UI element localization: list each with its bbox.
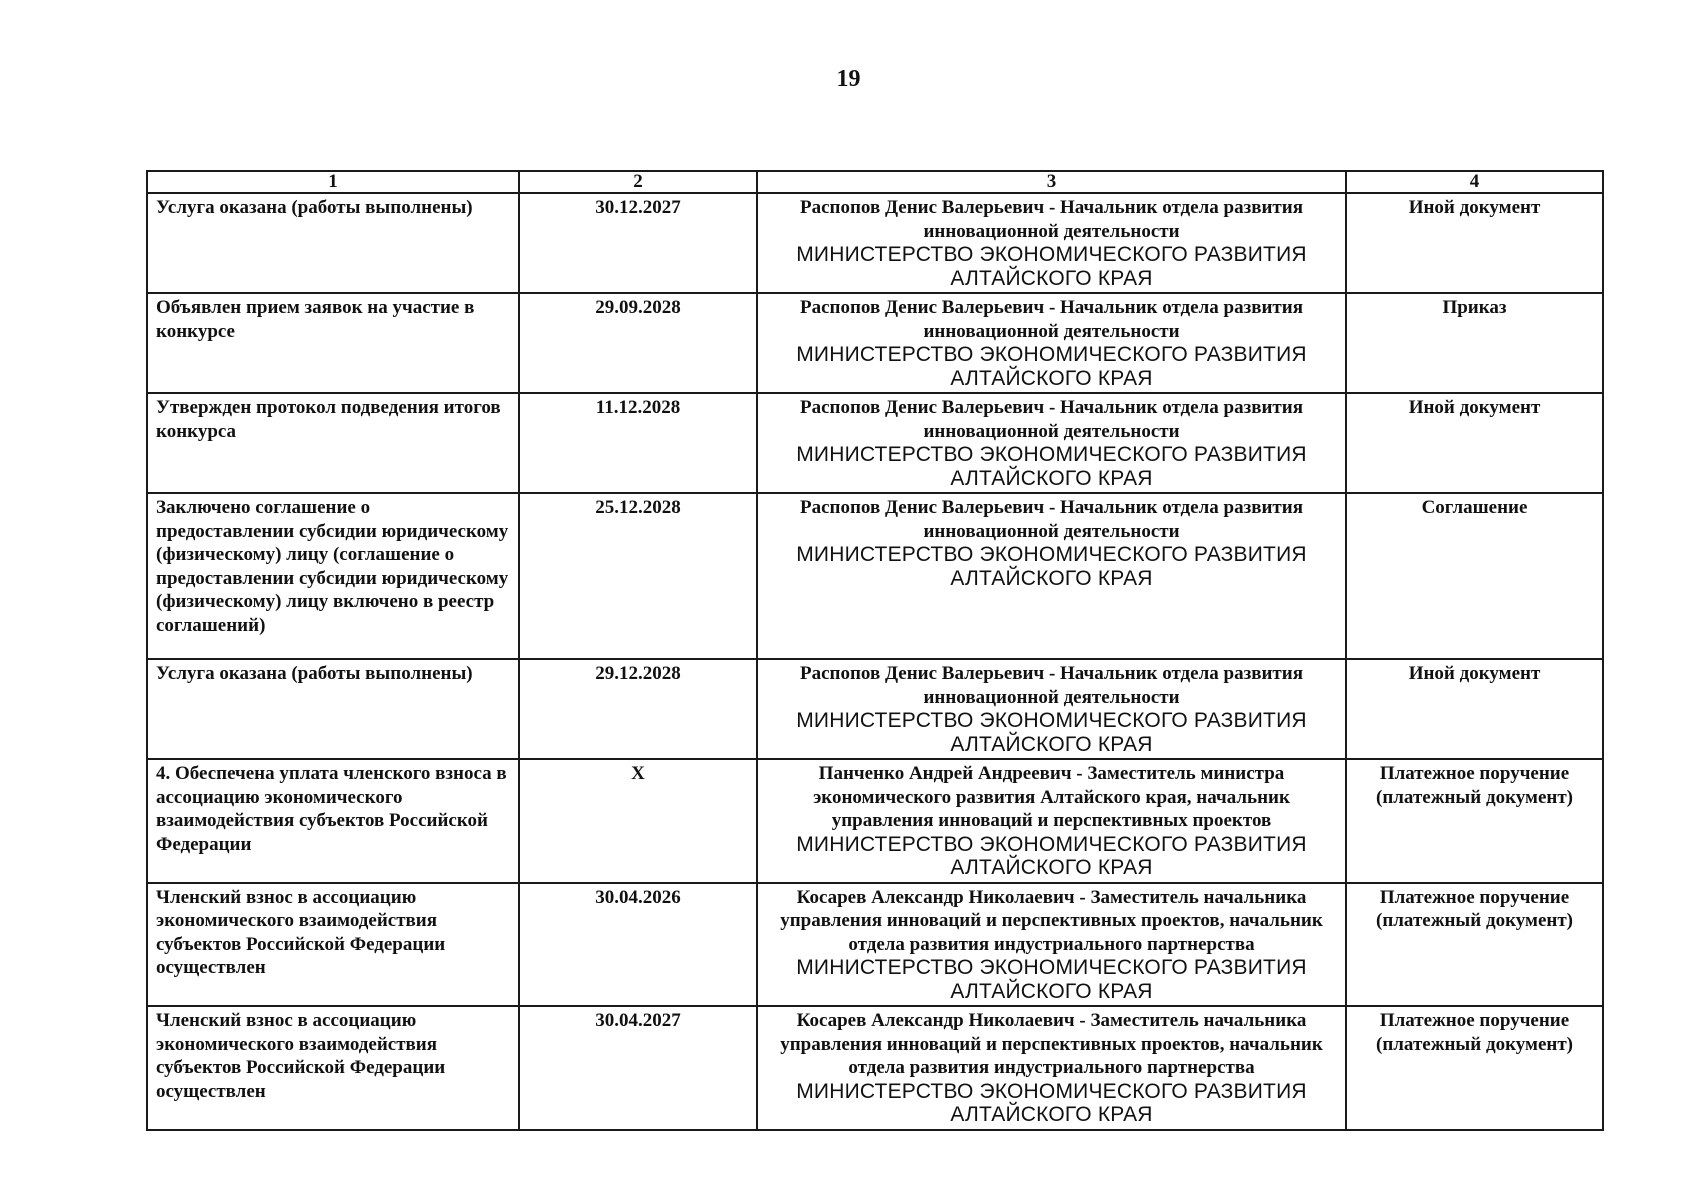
responsible-cell (757, 293, 1346, 393)
document-type-cell: Платежное поручение (платежный документ) (1346, 1006, 1603, 1130)
event-cell: Членский взнос в ассоциацию экономического взаимодействия субъектов Российской Федерации осуществлен (147, 1006, 519, 1130)
organization-name: МИНИСТЕРСТВО ЭКОНОМИЧЕСКОГО РАЗВИТИЯ АЛТАЙСКОГО КРАЯ (796, 243, 1307, 290)
responsible-cell (757, 759, 1346, 883)
organization-name: МИНИСТЕРСТВО ЭКОНОМИЧЕСКОГО РАЗВИТИЯ АЛТАЙСКОГО КРАЯ (796, 343, 1307, 390)
date-cell: 29.12.2028 (519, 659, 757, 759)
date-cell: 30.04.2026 (519, 883, 757, 1007)
responsible-cell (757, 659, 1346, 759)
event-cell: Услуга оказана (работы выполнены) (147, 659, 519, 759)
document-type-cell: Иной документ (1346, 193, 1603, 293)
responsible-cell (757, 883, 1346, 1007)
event-cell: 4. Обеспечена уплата членского взноса в ассоциацию экономического взаимодействия субъектов Российской Федерации (147, 759, 519, 883)
document-type-cell: Платежное поручение (платежный документ) (1346, 759, 1603, 883)
table-row (147, 293, 1603, 393)
organization-name: МИНИСТЕРСТВО ЭКОНОМИЧЕСКОГО РАЗВИТИЯ АЛТАЙСКОГО КРАЯ (796, 709, 1307, 756)
event-cell: Услуга оказана (работы выполнены) (147, 193, 519, 293)
responsible-person: Косарев Александр Николаевич - Заместитель начальника управления инноваций и перспективных проектов, начальник отдела развития индустриального партнерства (780, 886, 1323, 955)
document-type-cell: Соглашение (1346, 493, 1603, 659)
responsible-person: Распопов Денис Валерьевич - Начальник отдела развития инновационной деятельности (800, 497, 1303, 542)
table-row (147, 659, 1603, 759)
responsible-person: Распопов Денис Валерьевич - Начальник отдела развития инновационной деятельности (800, 397, 1303, 442)
responsible-person: Распопов Денис Валерьевич - Начальник отдела развития инновационной деятельности (800, 297, 1303, 342)
responsible-person: Распопов Денис Валерьевич - Начальник отдела развития инновационной деятельности (800, 197, 1303, 242)
document-type-cell: Платежное поручение (платежный документ) (1346, 883, 1603, 1007)
table-row (147, 759, 1603, 883)
document-type-cell: Иной документ (1346, 659, 1603, 759)
responsible-person: Панченко Андрей Андреевич - Заместитель министра экономического развития Алтайского края, начальник управления инноваций и перспективных проектов (813, 763, 1290, 831)
table-row (147, 493, 1603, 659)
document-type-cell: Иной документ (1346, 393, 1603, 493)
plan-table (146, 170, 1604, 1131)
organization-name: МИНИСТЕРСТВО ЭКОНОМИЧЕСКОГО РАЗВИТИЯ АЛТАЙСКОГО КРАЯ (796, 543, 1307, 590)
responsible-person: Распопов Денис Валерьевич - Начальник отдела развития инновационной деятельности (800, 663, 1303, 708)
table-row (147, 393, 1603, 493)
event-cell: Членский взнос в ассоциацию экономического взаимодействия субъектов Российской Федерации осуществлен (147, 883, 519, 1007)
responsible-cell (757, 1006, 1346, 1130)
date-cell: 30.04.2027 (519, 1006, 757, 1130)
document-type-cell: Приказ (1346, 293, 1603, 393)
responsible-cell (757, 193, 1346, 293)
organization-name: МИНИСТЕРСТВО ЭКОНОМИЧЕСКОГО РАЗВИТИЯ АЛТАЙСКОГО КРАЯ (796, 443, 1307, 490)
organization-name: МИНИСТЕРСТВО ЭКОНОМИЧЕСКОГО РАЗВИТИЯ АЛТАЙСКОГО КРАЯ (796, 956, 1307, 1003)
column-header: 2 (519, 171, 757, 193)
date-cell: 29.09.2028 (519, 293, 757, 393)
table-row (147, 193, 1603, 293)
date-cell: 25.12.2028 (519, 493, 757, 659)
table-row (147, 1006, 1603, 1130)
event-cell: Объявлен прием заявок на участие в конкурсе (147, 293, 519, 393)
table-header-row (147, 171, 1603, 193)
date-cell: X (519, 759, 757, 883)
table-row (147, 883, 1603, 1007)
date-cell: 30.12.2027 (519, 193, 757, 293)
column-header: 3 (757, 171, 1346, 193)
responsible-person: Косарев Александр Николаевич - Заместитель начальника управления инноваций и перспективных проектов, начальник отдела развития индустриального партнерства (780, 1010, 1323, 1078)
responsible-cell (757, 393, 1346, 493)
event-cell: Заключено соглашение о предоставлении субсидии юридическому (физическому) лицу (соглашение о предоставлении субсидии юридическому (физическому) лицу включено в реестр соглашений) (147, 493, 519, 659)
column-header: 4 (1346, 171, 1603, 193)
event-cell: Утвержден протокол подведения итогов конкурса (147, 393, 519, 493)
responsible-cell (757, 493, 1346, 659)
date-cell: 11.12.2028 (519, 393, 757, 493)
organization-name: МИНИСТЕРСТВО ЭКОНОМИЧЕСКОГО РАЗВИТИЯ АЛТАЙСКОГО КРАЯ (796, 1079, 1307, 1126)
page-number: 19 (836, 66, 861, 92)
column-header: 1 (147, 171, 519, 193)
organization-name: МИНИСТЕРСТВО ЭКОНОМИЧЕСКОГО РАЗВИТИЯ АЛТАЙСКОГО КРАЯ (796, 832, 1307, 879)
